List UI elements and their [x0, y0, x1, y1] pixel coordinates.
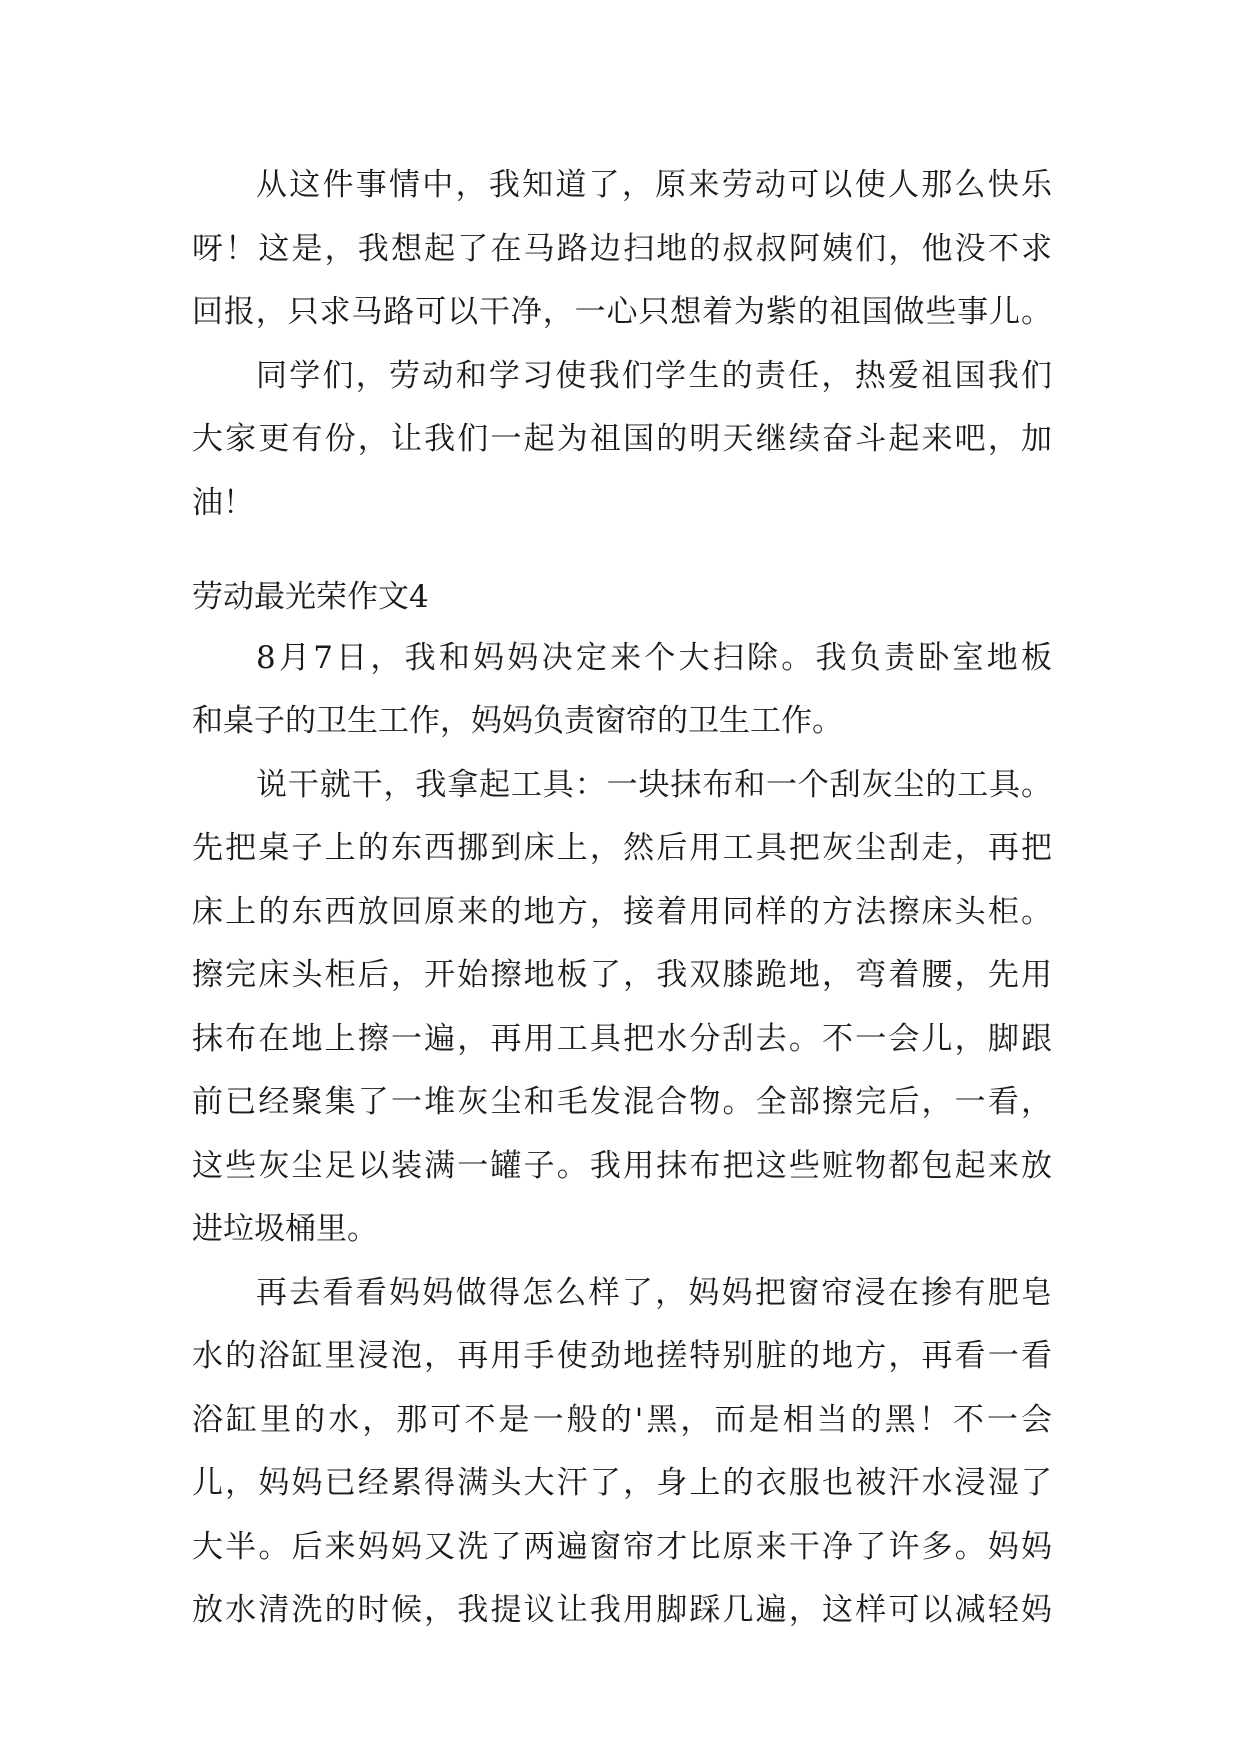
paragraph-line: 水的浴缸里浸泡，再用手使劲地搓特别脏的地方，再看一看 — [192, 1338, 1052, 1374]
paragraph-line: 床上的东西放回原来的地方，接着用同样的方法擦床头柜。 — [192, 893, 1052, 930]
paragraph-line: 浴缸里的水，那可不是一般的'黑，而是相当的黑！不一会 — [192, 1401, 1052, 1438]
paragraph-line: 这些灰尘足以装满一罐子。我用抹布把这些赃物都包起来放 — [192, 1147, 1052, 1184]
paragraph-line: 进垃圾桶里。 — [192, 1211, 378, 1247]
paragraph-line: 8月7日，我和妈妈决定来个大扫除。我负责卧室地板 — [256, 639, 1052, 676]
document-body — [192, 154, 1052, 1643]
section-heading: 劳动最光荣作文4 — [192, 578, 429, 615]
paragraph-line: 呀！这是，我想起了在马路边扫地的叔叔阿姨们，他没不求 — [192, 230, 1052, 267]
paragraph-line: 再去看看妈妈做得怎么样了，妈妈把窗帘浸在掺有肥皂 — [256, 1274, 1052, 1311]
paragraph-line: 抹布在地上擦一遍，再用工具把水分刮去。不一会儿，脚跟 — [192, 1020, 1052, 1057]
paragraph-line: 儿，妈妈已经累得满头大汗了，身上的衣服也被汗水浸湿了 — [192, 1465, 1052, 1501]
paragraph-line: 油！ — [192, 484, 254, 521]
paragraph-line: 擦完床头柜后，开始擦地板了，我双膝跪地，弯着腰，先用 — [192, 957, 1052, 993]
paragraph-line: 同学们，劳动和学习使我们学生的责任，热爱祖国我们 — [256, 357, 1052, 394]
paragraph-line: 前已经聚集了一堆灰尘和毛发混合物。全部擦完后，一看， — [192, 1084, 1052, 1120]
paragraph-line: 大半。后来妈妈又洗了两遍窗帘才比原来干净了许多。妈妈 — [192, 1528, 1052, 1565]
paragraph-line: 从这件事情中，我知道了，原来劳动可以使人那么快乐 — [256, 167, 1052, 203]
paragraph-line: 和桌子的卫生工作，妈妈负责窗帘的卫生工作。 — [192, 703, 843, 739]
paragraph-line: 大家更有份，让我们一起为祖国的明天继续奋斗起来吧，加 — [192, 421, 1052, 457]
paragraph-line: 放水清洗的时候，我提议让我用脚踩几遍，这样可以减轻妈 — [192, 1592, 1052, 1628]
paragraph-line: 回报，只求马路可以干净，一心只想着为紫的祖国做些事儿。 — [192, 294, 1052, 330]
paragraph-line: 说干就干，我拿起工具：一块抹布和一个刮灰尘的工具。 — [256, 766, 1052, 803]
paragraph-line: 先把桌子上的东西挪到床上，然后用工具把灰尘刮走，再把 — [192, 830, 1052, 866]
